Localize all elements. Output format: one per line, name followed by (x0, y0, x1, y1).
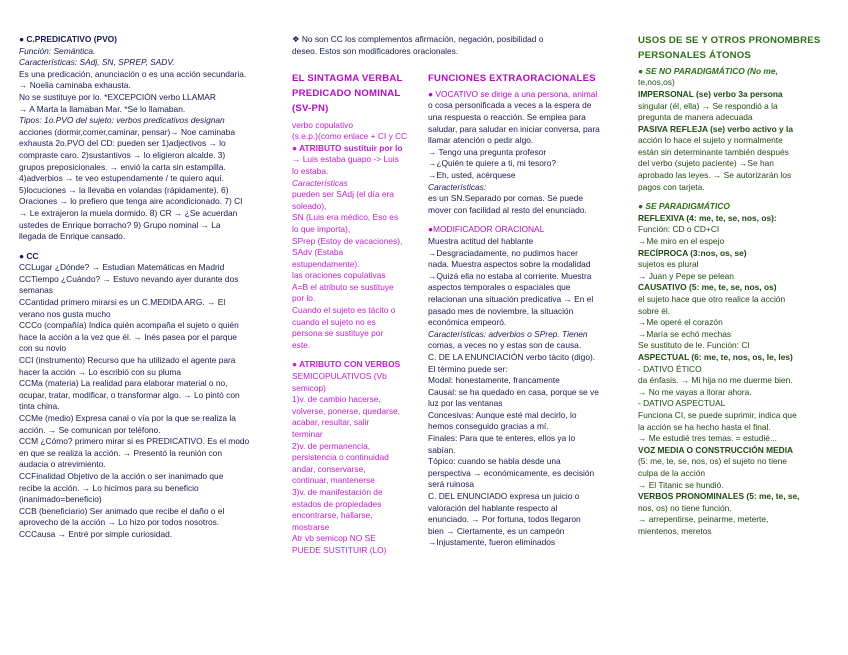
text-line: llegada de Enrique cansado. (19, 231, 126, 242)
heading-line: PREDICADO NOMINAL (292, 87, 401, 99)
text-line: económica empeoró. (428, 317, 507, 328)
text-line: → Noelia caminaba exhausta. (19, 80, 131, 91)
text-line: Modal: honestamente, francamente (428, 375, 560, 386)
text-line: → Me estudié tres temas. = estudié... (638, 433, 777, 444)
text-line: culpa de la acción (638, 467, 706, 478)
heading-line: EL SINTAGMA VERBAL (292, 73, 403, 84)
text-line: →María se echó mechas (638, 328, 732, 339)
text-line: pasado mes de noviembre, la situación (428, 305, 574, 316)
text-line: ustedes de Enrique borracho? 9) Grupo nominal → La (19, 219, 221, 230)
text-line: aprovecho de la acción → Lo hizo por todos nosotros. (19, 517, 220, 528)
text-line: pueden ser SAdj (el día era (292, 189, 394, 200)
text-line: enunciado. → Por fortuna, todos llegaron (428, 514, 581, 525)
text-line: están sin determinante también después (638, 146, 789, 157)
text-line: Se sustituto de le. Función: CI (638, 340, 750, 351)
text-line: → Tengo una pregunta profesor (428, 146, 547, 157)
text-line: estupendamente). (292, 258, 360, 269)
text-line: persona se sustituye por (292, 328, 384, 339)
text-line: hacer la acción → Lo escribió con su pluma (19, 366, 181, 377)
text-line: →¿Quién te quiere a ti, mi tesoro? (428, 158, 557, 169)
text-line: ● SE NO PARADIGMÁTICO (No me, (638, 65, 778, 76)
text-line: ocupar, tratar, modificar, o transformar algo. → Lo pintó con (19, 389, 240, 400)
text-line (638, 193, 828, 201)
text-line: Funciona CI, se puede suprimir, indica que (638, 409, 797, 420)
text-line: (5: me, te, se, nos, os) el sujeto no tiene (638, 456, 787, 467)
text-line: IMPERSONAL (se) verbo 3a persona (638, 88, 783, 99)
text-line: hemos conseguido gracias a mí. (428, 421, 549, 432)
text-line: C. DEL ENUNCIADO expresa un juicio o (428, 491, 580, 502)
text-line: recibe la acción. → Lo hicimos para su beneficio (19, 482, 199, 493)
text-line: el sujeto hace que otro realice la acción (638, 294, 786, 304)
text-line: Características (292, 177, 348, 188)
text-line: Características: SAdj, SN, SPREP, SADV. (19, 57, 175, 68)
text-line: SPrep (Estoy de vacaciones), (292, 235, 403, 246)
text-line: persistencia o continuidad (292, 452, 389, 463)
text-line: comas, a veces no y estas son de causa. (428, 340, 582, 351)
text-line: A=B el atributo se sustituye (292, 281, 394, 292)
text-line: mover con facilidad al resto del enunciado. (428, 204, 587, 215)
text-line: cuando el sujeto no es (292, 316, 376, 327)
text-line: CCMe (medio) Expresa canal o vía por la que se realiza la (19, 413, 236, 423)
text-line: Función: CD o CD+CI (638, 224, 720, 235)
text-line: acciones (dormir,comer,caminar, pensar)→ Noe caminaba (19, 126, 235, 137)
text-line: 1)v. de cambio hacerse, (292, 394, 381, 405)
text-line: (inanimado=beneficio) (19, 494, 102, 505)
text-line: Características: adverbios o SPrep. Tienen (428, 328, 588, 339)
heading-sintagma-verbal (292, 72, 408, 117)
text-line: → A Marta la llamaban Mar. *Se lo llamaban. (19, 103, 186, 114)
text-line: C. DE LA ENUNCIACIÓN verbo tácito (digo). (428, 351, 596, 362)
text-line: Cuando el sujeto es tácito o (292, 305, 396, 316)
heading-line: (SV-PN) (292, 102, 329, 114)
text-line: Función: Semántica. (19, 45, 96, 56)
text-line: te,nos,os) (638, 77, 675, 88)
text-line: SEMICOPULATIVOS (Vb (292, 371, 387, 382)
text-line: Oraciones → lo prefiero que tenga aire acondicionado. 7) CI (19, 196, 243, 207)
text-line: ● SE PARADIGMÁTICO (638, 201, 730, 212)
text-line: mostrarse (292, 521, 330, 532)
text-line: sobre él. (638, 305, 671, 316)
heading-usos-de-se (638, 34, 828, 64)
text-line: Muestra actitud del hablante (428, 235, 534, 246)
text-line: → arrepentirse, peinarme, meterte, (638, 514, 769, 525)
text-line: Atr vb semicop NO SE (292, 533, 376, 544)
text-line: CCB (beneficiario) Ser animado que recibe el daño o el (19, 505, 225, 516)
text-line: por lo. (292, 293, 316, 304)
text-line: una respuesta o reacción. Se emplea para (428, 112, 586, 123)
text-line: CCantidad primero mirarsi es un C.MEDIDA ARG. → El (19, 297, 226, 308)
text-line: volverse, ponerse, quedarse, (292, 405, 401, 416)
text-line: Tipos: 1o.PVO del sujeto: verbos predicativos designan (19, 115, 225, 126)
heading-funciones-extraoracionales (428, 72, 621, 87)
text-line: tinta china. (19, 401, 60, 412)
text-line: lo estaba. (292, 165, 329, 176)
text-line: RECÍPROCA (3:nos, os, se) (638, 247, 747, 258)
column-sintagma-verbal (292, 72, 408, 557)
text-line: ● C.PREDICATIVO (PVO) (19, 34, 117, 44)
text-line: CAUSATIVO (5: me, te, se, nos, os) (638, 282, 777, 293)
sintagma-verbal-body (292, 120, 408, 557)
text-line: ❖ No son CC los complementos afirmación, negación, posibilidad o (292, 34, 544, 44)
text-line: nos, os) no tiene función. (638, 502, 732, 513)
funciones-body (428, 89, 621, 549)
text-line: nada. Muestra aspectos sobre la modalidad (428, 259, 591, 270)
text-line (428, 216, 621, 224)
text-line: CCCausa → Entré por simple curiosidad. (19, 528, 173, 539)
note-modificadores (292, 34, 622, 57)
heading-line: PERSONALES ÁTONOS (638, 49, 752, 61)
text-line: → Juan y Pepe se pelean (638, 270, 734, 281)
text-line: relacionan una situación predicativa → En el (428, 293, 594, 304)
text-line: perspectiva → económicamente, es decisión (428, 467, 595, 478)
text-line: acción lo hace el sujeto y normalmente (638, 135, 783, 146)
text-line: REFLEXIVA (4: me, te, se, nos, os): (638, 212, 777, 223)
text-line: ●MODIFICADOR ORACIONAL (428, 224, 545, 235)
text-line: → No me vayas a llorar ahora. (638, 386, 752, 397)
text-line: saludar, para saludar en iniciar conversa, para (428, 123, 600, 134)
text-line: deseo. Estos son modificadores oracionales. (292, 45, 459, 56)
text-line: CCI (instrumento) Recurso que ha utilizado el agente para (19, 355, 236, 366)
text-line: PASIVA REFLEJA (se) verbo activo y la (638, 123, 793, 134)
text-line: SAdv (Estaba (292, 247, 344, 258)
text-line (19, 243, 275, 251)
text-line: 3)v. de manifestación de (292, 486, 383, 497)
column-predicativo-cc (19, 34, 275, 541)
text-line: con su novio (19, 343, 67, 354)
text-line: en que se realiza la acción. → Presentó la reunión con (19, 447, 222, 458)
text-line: singular (él, ella) → Se respondió a la (638, 100, 778, 111)
text-line: semanas (19, 285, 53, 296)
text-line: No se sustituye por lo. *EXCEPCIÓN verbo LLAMAR (19, 91, 216, 102)
text-line: será ruinosa (428, 479, 475, 490)
text-line: mientenos, meretos (638, 525, 712, 536)
text-line: CCLugar ¿Dónde? → Estudian Matemáticas en Madrid (19, 262, 225, 273)
text-line: VERBOS PRONOMINALES (5: me, te, se, (638, 491, 800, 502)
text-line: - DATIVO ÉTICO (638, 363, 702, 374)
text-line: audacia o atrevimiento. (19, 459, 106, 470)
text-line: sujetos es plural (638, 259, 699, 270)
text-line: soleado), (292, 200, 327, 211)
text-line: ● ATRIBUTO sustituir por lo (292, 142, 403, 153)
text-line: encontrarse, hallarse, (292, 510, 373, 521)
text-line: El término puede ser: (428, 363, 508, 374)
text-line: 2)v. de permanencia, (292, 440, 371, 451)
text-line: Finales: Para que te enteres, ellos ya lo (428, 433, 576, 444)
text-line (292, 351, 408, 359)
text-line: del verbo (sujeto paciente) →Se han (638, 158, 774, 169)
text-line: CCCo (compañía) Indica quién acompaña el sujeto o quién (19, 320, 239, 331)
text-line: → Le extrajeron la muela dormido. 8) CR → ¿Se acuerdan (19, 207, 238, 218)
text-line: la acción se ha hecho hasta el final. (638, 421, 771, 432)
usos-de-se-body (638, 66, 828, 538)
text-line: sabían. (428, 444, 456, 455)
text-line: verbo copulativo (292, 119, 353, 130)
text-line: continuar, mantenerse (292, 475, 375, 486)
text-line: andar, conservarse, (292, 463, 366, 474)
text-line: → Luis estaba guapo -> Luis (292, 154, 399, 165)
heading-line: USOS DE SE Y OTROS PRONOMBRES (638, 35, 821, 46)
text-line: llamar atención o pedir algo. (428, 135, 534, 146)
text-line: CCMa (materia) La realidad para elaborar material o no, (19, 378, 228, 389)
text-line: pagos con tarjeta. (638, 181, 705, 192)
text-line: PUEDE SUSTITUIR (LO) (292, 544, 387, 555)
text-line: CCM ¿Cómo? primero mirar si es PREDICATIVO. Es el modo (19, 436, 250, 447)
column-funciones-extraoracionales (428, 72, 621, 549)
text-line: Tópico: cuando se habla desde una (428, 456, 561, 467)
text-line: ASPECTUAL (6: me, te, nos, os, le, les) (638, 351, 793, 362)
text-line: aspectos temporales o espaciales que (428, 282, 571, 293)
text-line: → El Titanic se hundió. (638, 479, 724, 490)
text-line: →Me miro en el espejo (638, 236, 725, 247)
heading-line: FUNCIONES EXTRAORACIONALES (428, 73, 596, 84)
text-line: bien → Ciertamente, es un campeón (428, 525, 565, 536)
text-line: las oraciones copulativas (292, 270, 386, 281)
column-usos-de-se (638, 34, 828, 537)
text-line: Causal: se ha quedado en casa, porque se ve (428, 386, 599, 397)
text-line: SN (Luis era médico, Eso es (292, 212, 399, 223)
text-line: da énfasis. → Mi hija no me duerme bien. (638, 375, 793, 386)
text-line: ● ATRIBUTO CON VERBOS (292, 359, 401, 370)
text-line: verano nos gusta mucho (19, 308, 111, 319)
text-line: semicop) (292, 382, 326, 393)
text-line: este. (292, 339, 311, 350)
text-line: Es una predicación, anunciación o es una acción secundaria. (19, 68, 247, 79)
text-line: aprobado las leyes. → Se autorizarán los (638, 170, 792, 181)
text-line: →Quizá ella no estaba al corriente. Muestra (428, 270, 592, 281)
text-line: pregunta de manera adecuada (638, 112, 753, 123)
text-line: (s.e.p.)(como enlace + CI y CC (292, 131, 408, 142)
text-line: →Eh, usted, acérquese (428, 170, 516, 181)
text-line: →Desgraciadamente, no pudimos hacer (428, 247, 578, 258)
text-line: →Me operé el corazón (638, 317, 723, 328)
text-line: es un SN.Separado por comas. Se puede (428, 193, 584, 204)
text-line: VOZ MEDIA O CONSTRUCCIÓN MEDIA (638, 444, 794, 455)
text-line: exhausta 2o.PVO del CD: pueden ser 1)adjectivos → lo (19, 138, 226, 149)
text-line: hace la acción a la vez que él. → Inés pasea por el parque (19, 331, 237, 342)
text-line: acabar, resultar, salir (292, 417, 370, 428)
text-line: terminar (292, 429, 323, 440)
text-line: 5)locuciones → la llevaba en volandas (rápidamente). 6) (19, 184, 229, 195)
text-line: Características: (428, 181, 487, 192)
text-line: acción. → Se comunican por teléfono. (19, 424, 161, 435)
text-line: valoración del hablante respecto al (428, 502, 558, 513)
text-line: estados de propiedades (292, 498, 382, 509)
text-line: →Injustamente, fueron eliminados (428, 537, 556, 548)
text-line: 4)adverbios → te veo estupendamente / te quiero aquí. (19, 173, 224, 184)
text-line: Concesivas: Aunque esté mal decirlo, lo (428, 409, 577, 420)
text-line: lo que importa), (292, 223, 351, 234)
text-line: luz por las ventanas (428, 398, 503, 409)
text-line: ● VOCATIVO se dirige a una persona, animal (428, 88, 598, 99)
text-line: - DATIVO ASPECTUAL (638, 398, 726, 409)
text-line: ● CC (19, 250, 39, 261)
text-line: CCTiempo ¿Cuándo? → Estuvo nevando ayer durante dos (19, 273, 239, 284)
text-line: CCFinalidad Objetivo de la acción o ser inanimado que (19, 470, 224, 481)
text-line: o cosa personificada a veces a la espera de (428, 100, 592, 111)
text-line: grupos preposicionales. → envió la carta sin estampilla. (19, 161, 226, 172)
text-line: compraste caro. 2)sustantivos → lo eligieron alcalde. 3) (19, 149, 226, 160)
